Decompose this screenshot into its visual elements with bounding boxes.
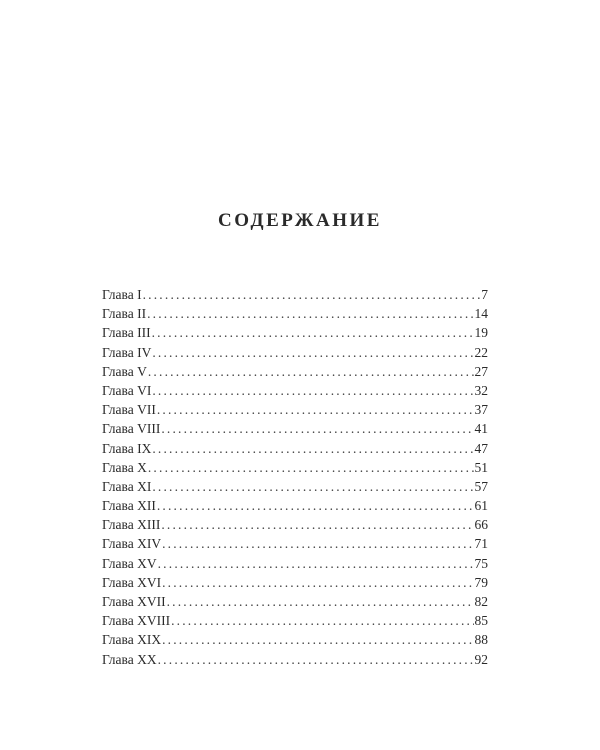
dot-leader xyxy=(162,534,473,553)
toc-entry xyxy=(102,477,488,496)
toc-entry-page-number: 41 xyxy=(474,421,488,437)
toc-entry-page-number: 7 xyxy=(481,287,488,302)
toc-entry-label: Глава V xyxy=(102,363,147,379)
dot-leader xyxy=(148,458,474,477)
toc-entry xyxy=(102,304,488,323)
toc-entry-label: Глава XIX xyxy=(102,632,162,648)
toc-entry xyxy=(102,592,488,611)
toc-entry xyxy=(102,534,488,553)
toc-entry-page-number: 47 xyxy=(474,440,488,456)
toc-entry-page-number: 57 xyxy=(474,478,488,494)
toc-entry-label: Глава XIII xyxy=(102,517,161,533)
page-title: СОДЕРЖАНИЕ xyxy=(218,210,382,231)
dot-leader xyxy=(152,381,473,400)
toc-entry-page-number: 79 xyxy=(474,574,488,590)
dot-leader xyxy=(143,285,481,304)
toc-entry-label: Глава XVI xyxy=(102,574,162,590)
toc-entry-page-number: 27 xyxy=(474,363,488,379)
toc-entry-label: Глава XVIII xyxy=(102,613,171,629)
toc-entry xyxy=(102,323,488,342)
toc-entry xyxy=(102,458,488,477)
toc-entry-page-number: 22 xyxy=(474,344,488,360)
toc-entry xyxy=(102,496,488,515)
dot-leader xyxy=(152,439,473,458)
toc-entry xyxy=(102,650,488,669)
toc-entry-label: Глава IX xyxy=(102,440,152,456)
toc-entry-page-number: 82 xyxy=(474,594,488,609)
dot-leader xyxy=(148,362,474,381)
toc-entry-page-number: 51 xyxy=(474,459,488,475)
dot-leader xyxy=(158,650,474,669)
toc-entry-page-number: 37 xyxy=(474,402,488,418)
toc-entry xyxy=(102,419,488,438)
toc-entry-label: Глава XIV xyxy=(102,536,162,552)
toc-entry-label: Глава VIII xyxy=(102,421,161,437)
toc-entry-page-number: 92 xyxy=(474,651,488,667)
toc-entry-page-number: 85 xyxy=(474,613,488,629)
toc-entry xyxy=(102,400,488,419)
toc-entry-label: Глава X xyxy=(102,459,147,475)
toc-entry xyxy=(102,381,488,400)
dot-leader xyxy=(171,611,473,630)
dot-leader xyxy=(162,573,473,592)
toc-entry-label: Глава VII xyxy=(102,402,156,418)
dot-leader xyxy=(167,592,474,611)
dot-leader xyxy=(161,515,473,534)
toc-entry xyxy=(102,630,488,649)
toc-entry-label: Глава III xyxy=(102,325,151,341)
table-of-contents xyxy=(102,285,488,669)
dot-leader xyxy=(152,343,473,362)
toc-entry xyxy=(102,515,488,534)
toc-entry-page-number: 75 xyxy=(474,555,488,571)
toc-entry-label: Глава XII xyxy=(102,498,156,514)
toc-entry xyxy=(102,362,488,381)
toc-entry-label: Глава IV xyxy=(102,344,152,360)
toc-entry-label: Глава VI xyxy=(102,382,152,398)
toc-entry-page-number: 32 xyxy=(474,382,488,398)
toc-entry xyxy=(102,611,488,630)
toc-entry-label: Глава XVII xyxy=(102,594,166,609)
dot-leader xyxy=(147,304,473,323)
toc-entry xyxy=(102,343,488,362)
toc-entry xyxy=(102,573,488,592)
toc-entry xyxy=(102,439,488,458)
dot-leader xyxy=(152,477,473,496)
dot-leader xyxy=(157,496,474,515)
toc-entry-page-number: 14 xyxy=(474,306,488,322)
toc-entry-page-number: 61 xyxy=(474,498,488,514)
toc-entry-page-number: 66 xyxy=(474,517,488,533)
toc-entry-label: Глава II xyxy=(102,306,147,322)
dot-leader xyxy=(161,419,473,438)
dot-leader xyxy=(158,554,474,573)
toc-entry-label: Глава I xyxy=(102,287,142,302)
toc-entry-page-number: 19 xyxy=(474,325,488,341)
toc-entry-label: Глава XX xyxy=(102,651,157,667)
toc-entry xyxy=(102,285,488,304)
dot-leader xyxy=(162,630,473,649)
dot-leader xyxy=(157,400,474,419)
toc-entry xyxy=(102,554,488,573)
toc-entry-label: Глава XI xyxy=(102,478,152,494)
dot-leader xyxy=(152,323,474,342)
toc-entry-page-number: 88 xyxy=(474,632,488,648)
toc-entry-label: Глава XV xyxy=(102,555,157,571)
toc-entry-page-number: 71 xyxy=(474,536,488,552)
